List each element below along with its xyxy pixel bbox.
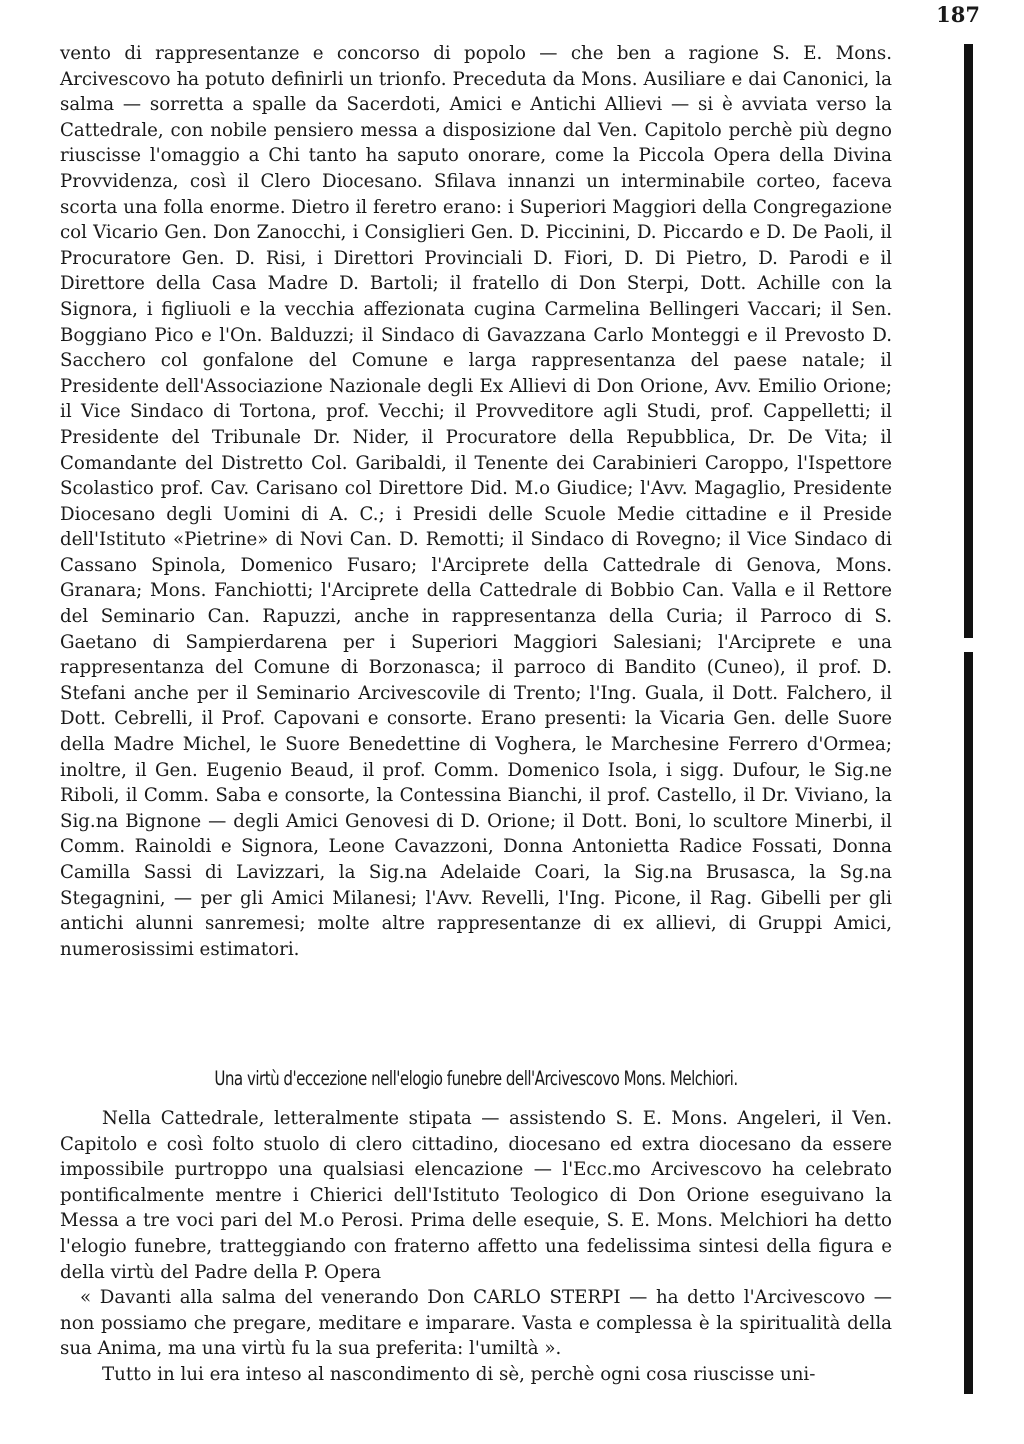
- body-paragraph-1: [60, 41, 892, 962]
- paragraph-2-text: Nella Cattedrale, letteralmente stipata — assistendo S. E. Mons. Angeleri, il Ven. Capitolo e così folto stuolo di clero cittadino, diocesano ed extra diocesano da essere impossibile purtroppo una qualsiasi elencazione — l'Ecc.mo Arcivescovo ha celebrato pontificalmente mentre i Chierici dell'Istituto Teologico di Don Orione eseguivano la Messa a tre voci pari del M.o Perosi. Prima delle esequie, S. E. Mons. Melchiori ha detto l'elogio funebre, tratteggiando con fraterno affetto una fedelissima sintesi della figura e della virtù del Padre della P. Opera: [60, 1108, 892, 1283]
- paragraph-1-text: vento di rappresentanze e concorso di popolo — che ben a ragione S. E. Mons. Arcivescovo ha potuto definirli un trionfo. Preceduta da Mons. Ausiliare e dai Canonici, la salma — sorretta a spalle da Sacerdoti, Amici e Antichi Allievi — si è avviata verso la Cattedrale, con nobile pensiero messa a disposizione dal Ven. Capitolo perchè più degno riuscisse l'omaggio a Chi tanto ha saputo onorare, come la Piccola Opera della Divina Provvidenza, così il Clero Diocesano. Sfilava innanzi un interminabile corteo, faceva scorta una folla enorme. Dietro il feretro erano: i Superiori Maggiori della Congregazione col Vicario Gen. Don Zanocchi, i Consiglieri Gen. D. Piccinini, D. Piccardo e D. De Paoli, il Procuratore Gen. D. Risi, i Direttori Provinciali D. Fiori, D. Di Pietro, D. Parodi e il Direttore della Casa Madre D. Bartoli; il fratello di Don Sterpi, Dott. Achille con la Signora, i figliuoli e la vecchia affezionata cugina Carmelina Bellingeri Vaccari; il Sen. Boggiano Pico e l'On. Balduzzi; il Sindaco di Gavazzana Carlo Monteggi e il Prevosto D. Sacchero col gonfalone del Comune e larga rappresentanza del paese natale; il Presidente dell'Associazione Nazionale degli Ex Allievi di Don Orione, Avv. Emilio Orione; il Vice Sindaco di Tortona, prof. Vecchi; il Provveditore agli Studi, prof. Cappelletti; il Presidente del Tribunale Dr. Nider, il Procuratore della Repubblica, Dr. De Vita; il Comandante del Distretto Col. Garibaldi, il Tenente dei Carabinieri Caroppo, l'Ispettore Scolastico prof. Cav. Carisano col Direttore Did. M.o Giudice; l'Avv. Magaglio, Presidente Diocesano degli Uomini di A. C.; i Presidi delle Scuole Medie cittadine e il Preside dell'Istituto «Pietrine» di Novi Can. D. Remotti; il Sindaco di Rovegno; il Vice Sindaco di Cassano Spinola, Domenico Fusaro; l'Arciprete della Cattedrale di Genova, Mons. Granara; Mons. Fanchiotti; l'Arciprete della Cattedrale di Bobbio Can. Valla e il Rettore del Seminario Can. Rapuzzi, anche in rappresentanza della Curia; il Parroco di S. Gaetano di Sampierdarena per i Superiori Maggiori Salesiani; l'Arciprete e una rappresentanza del Comune di Borzonasca; il parroco di Bandito (Cuneo), il prof. D. Stefani anche per il Seminario Arcivescovile di Trento; l'Ing. Guala, il Dott. Falchero, il Dott. Cebrelli, il Prof. Capovani e consorte. Erano presenti: la Vicaria Gen. delle Suore della Madre Michel, le Suore Benedettine di Voghera, le Marchesine Ferrero d'Ormea; inoltre, il Gen. Eugenio Beaud, il prof. Comm. Domenico Isola, i sigg. Dufour, le Sig.ne Riboli, il Comm. Saba e consorte, la Contessina Bianchi, il prof. Castello, il Dr. Viviano, la Sig.na Bignone — degli Amici Genovesi di D. Orione; il Dott. Boni, lo scultore Minerbi, il Comm. Rainoldi e Signora, Leone Cavazzoni, Donna Antonietta Radice Fossati, Donna Camilla Sassi di Lavizzari, la Sig.na Adelaide Coari, la Sig.na Brusasca, la Sg.na Stegagnini, — per gli Amici Milanesi; l'Avv. Revelli, l'Ing. Picone, il Rag. Gibelli per gli antichi alunni sanremesi; molte altre rappresentanze di ex allievi, di Gruppi Amici, numerosissimi estimatori.: [60, 43, 892, 960]
- margin-bar-bottom: [964, 652, 973, 1394]
- margin-bar-top: [964, 44, 973, 638]
- section-heading: Una virtù d'eccezione nell'elogio funebre dell'Arcivescovo Mons. Melchiori.: [214, 1067, 738, 1090]
- paragraph-4-text: Tutto in lui era inteso al nascondimento di sè, perchè ogni cosa riuscisse uni-: [102, 1363, 816, 1385]
- page-number: 187: [936, 2, 980, 27]
- paragraph-3-quote: « Davanti alla salma del venerando Don CARLO STERPI — ha detto l'Arcivescovo — non possiamo che pregare, meditare e imparare. Vasta e complessa è la spiritualità della sua Anima, ma una virtù fu la sua preferita: l'umiltà ».: [60, 1287, 892, 1360]
- body-paragraph-group-2: [60, 1106, 892, 1388]
